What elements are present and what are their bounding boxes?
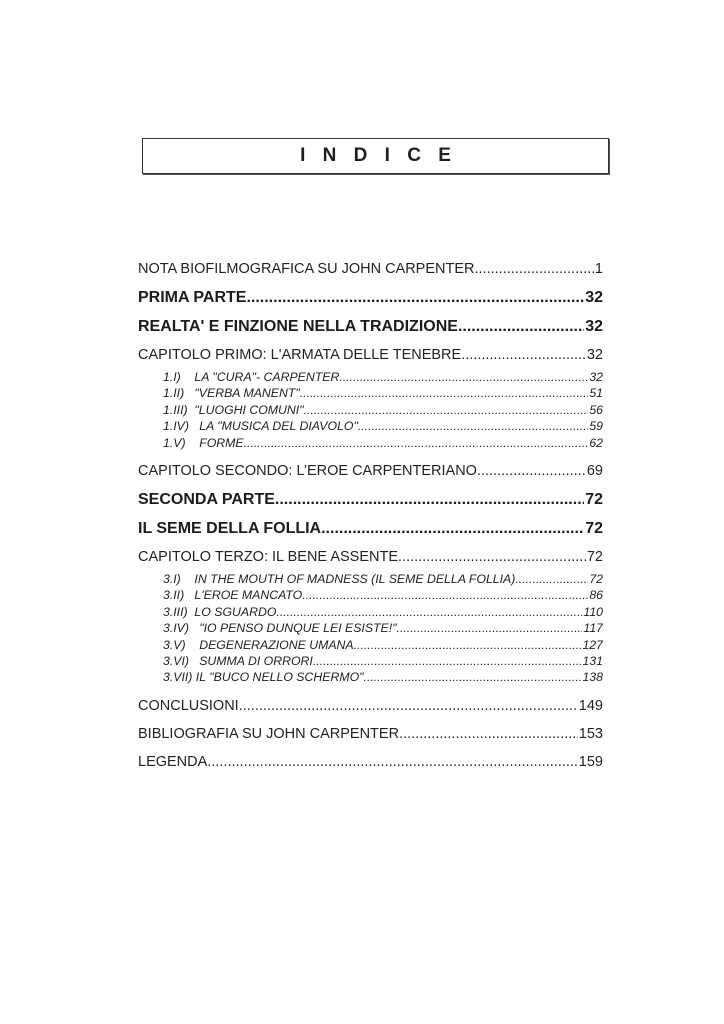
toc-entry-page: 32 — [585, 289, 603, 306]
toc-entry-page: 127 — [582, 637, 603, 652]
toc-entry-page: 159 — [578, 753, 603, 770]
toc-entry-capitolo-secondo[interactable] — [138, 461, 603, 489]
toc-subentry-1-v[interactable] — [138, 435, 603, 451]
toc-entry-page: 138 — [582, 670, 603, 685]
toc-entry-label: 3.I) IN THE MOUTH OF MADNESS (IL SEME DELLA FOLLIA) — [163, 571, 516, 586]
toc-entry-nota-biofilmografica[interactable] — [138, 259, 603, 287]
toc-entry-label: 3.II) L'EROE MANCATO — [163, 588, 303, 603]
toc-entry-label: 1.I) LA "CURA"- CARPENTER — [163, 370, 340, 384]
dot-leader — [461, 345, 586, 365]
toc-subentry-1-iii[interactable] — [138, 402, 603, 418]
page-title: I N D I C E — [300, 145, 457, 166]
toc-subentry-1-ii[interactable] — [138, 385, 603, 401]
toc-subentry-3-ii[interactable] — [138, 587, 603, 603]
toc-entry-page: 149 — [578, 697, 603, 714]
toc-entry-page: 72 — [585, 519, 603, 537]
toc-entry-label: CONCLUSIONI — [138, 697, 239, 714]
toc-entry-label: CAPITOLO SECONDO: L’EROE CARPENTERIANO — [138, 462, 477, 479]
dot-leader — [364, 669, 582, 685]
toc-entry-label: 3.IV) "IO PENSO DUNQUE LEI ESISTE!" — [163, 621, 397, 636]
capitolo-terzo-subsections — [138, 571, 603, 686]
toc-entry-page: 72 — [589, 571, 603, 586]
dot-leader — [276, 604, 582, 620]
toc-entry-page: 32 — [586, 347, 603, 363]
toc-entry-label: LEGENDA — [138, 753, 208, 770]
toc-entry-page: 32 — [585, 318, 603, 335]
toc-entry-page: 59 — [589, 419, 603, 434]
toc-entry-label: NOTA BIOFILMOGRAFICA SU JOHN CARPENTER — [138, 261, 475, 277]
dot-leader — [477, 461, 586, 481]
dot-leader — [313, 653, 582, 669]
toc-entry-page: 32 — [589, 370, 603, 384]
toc-entry-page: 131 — [582, 653, 603, 668]
toc-entry-label: PRIMA PARTE — [138, 289, 247, 306]
dot-leader — [246, 287, 584, 309]
toc-entry-label: REALTA' E FINZIONE NELLA TRADIZIONE — [138, 318, 458, 335]
toc-entry-label: BIBLIOGRAFIA SU JOHN CARPENTER — [138, 725, 400, 742]
toc-entry-prima-parte[interactable] — [138, 287, 603, 316]
toc-entry-page: 72 — [585, 490, 603, 508]
dot-leader — [354, 637, 582, 653]
toc-entry-seconda-parte[interactable] — [138, 489, 603, 518]
dot-leader — [475, 259, 594, 279]
dot-leader — [358, 418, 588, 434]
toc-entry-page: 51 — [589, 386, 603, 401]
toc-entry-label: 1.II) "VERBA MANENT" — [163, 386, 300, 401]
toc-entry-label: 1.IV) LA "MUSICA DEL DIAVOLO" — [163, 419, 358, 434]
toc-entry-label: 3.VII) IL "BUCO NELLO SCHERMO" — [163, 670, 364, 685]
toc-entry-label: IL SEME DELLA FOLLIA — [138, 519, 322, 537]
dot-leader — [275, 489, 584, 511]
toc-subentry-3-iii[interactable] — [138, 604, 603, 620]
dot-leader — [302, 587, 588, 603]
dot-leader — [398, 547, 586, 567]
toc-entry-page: 69 — [586, 462, 603, 479]
index-title-box — [142, 138, 609, 174]
capitolo-primo-subsections — [138, 369, 603, 451]
toc-entry-page: 110 — [583, 604, 603, 619]
toc-subentry-3-v[interactable] — [138, 637, 603, 653]
toc-entry-label: 1.III) "LUOGHI COMUNI" — [163, 402, 304, 417]
dot-leader — [339, 369, 588, 385]
dot-leader — [458, 316, 584, 338]
toc-entry-il-seme-della-follia[interactable] — [138, 518, 603, 547]
table-of-contents — [138, 259, 603, 780]
dot-leader — [239, 696, 578, 716]
toc-subentry-3-i[interactable] — [138, 571, 603, 587]
toc-entry-label: 3.III) LO SGUARDO — [163, 604, 277, 619]
toc-subentry-1-i[interactable] — [138, 369, 603, 385]
dot-leader — [397, 620, 583, 636]
toc-subentry-3-iv[interactable] — [138, 620, 603, 636]
toc-entry-page: 153 — [578, 725, 603, 742]
dot-leader — [207, 752, 577, 772]
toc-entry-label: 1.V) FORME — [163, 435, 244, 450]
toc-subentry-3-vii[interactable] — [138, 669, 603, 685]
toc-entry-label: SECONDA PARTE — [138, 490, 275, 508]
dot-leader — [304, 402, 589, 418]
toc-entry-label: CAPITOLO TERZO: IL BENE ASSENTE — [138, 548, 399, 565]
toc-subentry-1-iv[interactable] — [138, 418, 603, 434]
dot-leader — [515, 571, 588, 587]
toc-entry-label: 3.V) DEGENERAZIONE UMANA — [163, 637, 354, 652]
toc-entry-page: 62 — [589, 435, 603, 450]
toc-entry-conclusioni[interactable] — [138, 696, 603, 724]
toc-entry-page: 117 — [583, 621, 603, 636]
toc-entry-label: 3.VI) SUMMA DI ORRORI — [163, 653, 313, 668]
toc-entry-realta-e-finzione[interactable] — [138, 316, 603, 345]
toc-entry-page: 1 — [594, 261, 603, 277]
dot-leader — [399, 724, 578, 744]
toc-entry-bibliografia[interactable] — [138, 724, 603, 752]
dot-leader — [300, 385, 589, 401]
toc-subentry-3-vi[interactable] — [138, 653, 603, 669]
dot-leader — [321, 518, 584, 540]
dot-leader — [244, 435, 589, 451]
toc-entry-page: 56 — [589, 402, 603, 417]
toc-entry-page: 86 — [589, 588, 603, 603]
toc-entry-legenda[interactable] — [138, 752, 603, 780]
toc-entry-label: CAPITOLO PRIMO: L'ARMATA DELLE TENEBRE — [138, 347, 462, 363]
toc-entry-page: 72 — [586, 548, 603, 565]
